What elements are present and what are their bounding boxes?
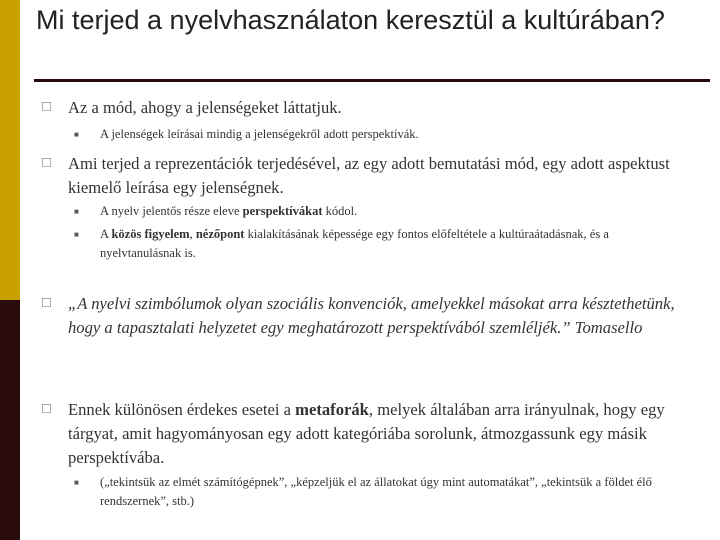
accent-stripe-top [0,0,20,300]
slide-title: Mi terjed a nyelvhasználaton keresztül a kultúrában? [36,5,665,35]
sub-bullet-text: („tekintsük az elmét számítógépnek”, „képzeljük el az állatokat úgy mint automatákat”, „tekintsük a földet élő rendszernek”, stb.) [100,475,652,508]
square-bullet-icon: □ [42,99,52,115]
sub-bullet-text: A közös figyelem, nézőpont kialakításának képessége egy fontos előfeltétele a kultúraátadásnak, és a nyelvtanulásnak is. [100,227,609,260]
filled-square-bullet-icon: ■ [74,478,79,487]
square-bullet-icon: □ [42,295,52,311]
sub-bullet-text: A nyelv jelentős része eleve perspektívákat kódol. [100,204,358,218]
sub-bullet-text: A jelenségek leírásai mindig a jelenségekről adott perspektívák. [100,127,419,141]
title-underline [34,79,710,82]
filled-square-bullet-icon: ■ [74,207,79,216]
accent-stripe-bottom [0,300,20,540]
bullet-text: Ami terjed a reprezentációk terjedésével, az egy adott bemutatási mód, egy adott aspektust kiemelő leírása egy jelenségnek. [68,154,670,197]
quote-text: „A nyelvi szimbólumok olyan szociális konvenciók, amelyekkel másokat arra késztethetünk, hogy a tapasztalati helyzetet egy meghatározott perspektívából szemléljék.” Tomasello [68,294,675,337]
square-bullet-icon: □ [42,401,52,417]
filled-square-bullet-icon: ■ [74,130,79,139]
bullet-text: Ennek különösen érdekes esetei a metaforák, melyek általában arra irányulnak, hogy egy tárgyat, amit hagyományosan egy adott kategóriába sorolunk, átmozgassunk egy másik perspektívába. [68,400,665,467]
square-bullet-icon: □ [42,155,52,171]
bullet-text: Az a mód, ahogy a jelenségeket láttatjuk. [68,98,342,117]
filled-square-bullet-icon: ■ [74,230,79,239]
